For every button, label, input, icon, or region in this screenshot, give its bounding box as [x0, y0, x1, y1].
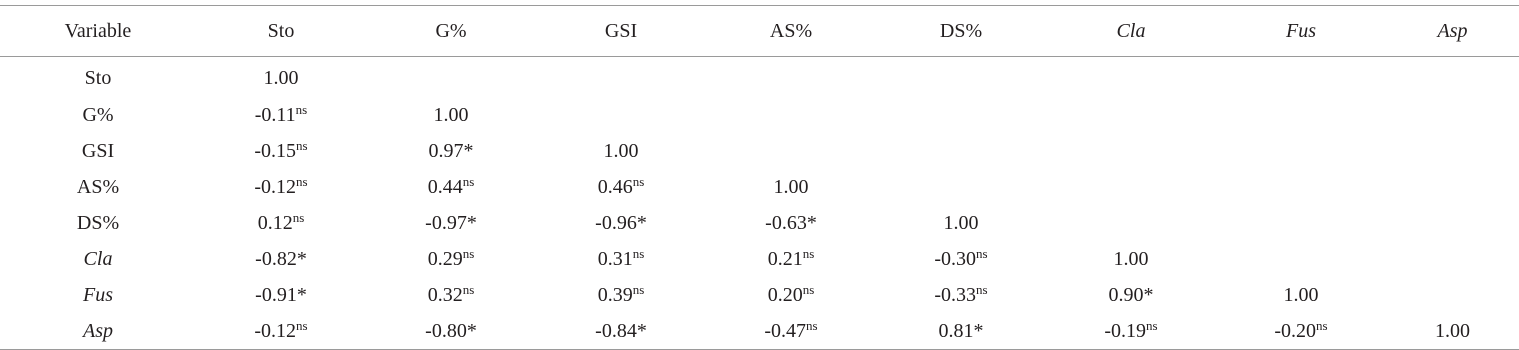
coefficient: 1.00 — [943, 211, 979, 234]
correlation-value — [597, 245, 645, 271]
significance-marker: ns — [295, 101, 308, 117]
correlation-value — [944, 212, 979, 235]
correlation-table — [0, 5, 1519, 350]
correlation-value — [597, 173, 645, 199]
correlation-value — [1284, 284, 1319, 307]
table-cell — [196, 57, 366, 98]
table-cell — [536, 205, 706, 241]
coefficient: 0.31 — [597, 247, 633, 270]
table-cell — [1216, 313, 1386, 350]
coefficient: 0.46 — [597, 175, 633, 198]
coefficient: -0.12 — [254, 175, 297, 198]
correlation-value — [767, 281, 815, 307]
row-label: G% — [82, 103, 114, 126]
row-label: DS% — [76, 211, 120, 234]
table-cell — [196, 169, 366, 205]
coefficient: -0.97* — [425, 211, 477, 234]
table-cell — [196, 313, 366, 350]
table-cell — [1386, 133, 1519, 169]
table-cell — [876, 205, 1046, 241]
significance-marker: ns — [802, 281, 815, 297]
significance-marker: ns — [806, 317, 818, 333]
table-cell — [1216, 277, 1386, 313]
coefficient: 0.39 — [597, 283, 633, 306]
table-cell — [876, 313, 1046, 350]
correlation-value — [604, 140, 639, 163]
table-cell — [1046, 241, 1216, 277]
table-cell — [706, 205, 876, 241]
correlation-value — [1114, 248, 1149, 271]
coefficient: 1.00 — [263, 66, 299, 89]
table-cell — [1386, 57, 1519, 98]
table-cell — [706, 57, 876, 98]
coefficient: 1.00 — [433, 103, 469, 126]
coefficient: -0.96* — [595, 211, 647, 234]
table-cell — [1216, 169, 1386, 205]
significance-marker: ns — [296, 317, 308, 333]
table-row — [0, 57, 1519, 98]
row-label: Asp — [0, 313, 196, 350]
column-header-as-pct: AS% — [706, 6, 876, 57]
correlation-value — [764, 317, 818, 343]
table-cell — [706, 313, 876, 350]
coefficient: -0.80* — [425, 319, 477, 342]
coefficient: -0.33 — [934, 283, 977, 306]
coefficient: -0.84* — [595, 319, 647, 342]
table-cell — [1386, 169, 1519, 205]
table-header — [0, 6, 1519, 57]
table-cell — [876, 277, 1046, 313]
table-cell — [536, 169, 706, 205]
coefficient: 0.20 — [767, 283, 803, 306]
row-label: Fus — [83, 283, 113, 306]
table-cell — [1046, 313, 1216, 350]
table-cell — [1216, 57, 1386, 98]
coefficient: -0.11 — [254, 103, 296, 126]
significance-marker: ns — [296, 173, 308, 189]
table-row — [0, 169, 1519, 205]
table-cell — [706, 277, 876, 313]
table-cell — [876, 97, 1046, 133]
table-row — [0, 241, 1519, 277]
coefficient: 1.00 — [1113, 247, 1149, 270]
table-cell — [366, 57, 536, 98]
table-cell — [1386, 241, 1519, 277]
correlation-value — [765, 212, 817, 235]
correlation-value — [429, 140, 474, 163]
significance-marker: ns — [462, 281, 475, 297]
table-cell — [536, 97, 706, 133]
coefficient: 1.00 — [603, 139, 639, 162]
table-cell — [1046, 57, 1216, 98]
row-label: GSI — [81, 139, 115, 162]
significance-marker: ns — [632, 173, 645, 189]
correlation-value — [1435, 320, 1470, 343]
table-cell — [366, 169, 536, 205]
significance-marker: ns — [976, 245, 988, 261]
significance-marker: ns — [1146, 317, 1158, 333]
coefficient: -0.12 — [254, 319, 297, 342]
table-cell — [196, 241, 366, 277]
significance-marker: ns — [632, 245, 645, 261]
table-cell — [536, 133, 706, 169]
table-cell — [536, 57, 706, 98]
table-cell — [1046, 169, 1216, 205]
header-row — [0, 6, 1519, 57]
column-header-sto: Sto — [196, 6, 366, 57]
correlation-value — [427, 173, 475, 199]
coefficient: -0.91* — [255, 283, 307, 306]
table-cell — [1386, 277, 1519, 313]
table-cell — [366, 241, 536, 277]
table-cell — [1216, 133, 1386, 169]
table-cell — [1386, 205, 1519, 241]
coefficient: 0.29 — [427, 247, 463, 270]
correlation-value — [257, 209, 305, 235]
correlation-value — [264, 67, 299, 90]
correlation-value — [774, 176, 809, 199]
significance-marker: ns — [802, 245, 815, 261]
table-cell — [366, 133, 536, 169]
correlation-value — [427, 245, 475, 271]
table-cell — [1216, 205, 1386, 241]
correlation-value — [595, 212, 647, 235]
table-cell — [536, 241, 706, 277]
coefficient: -0.19 — [1104, 319, 1147, 342]
coefficient: 1.00 — [1283, 283, 1319, 306]
coefficient: 0.90* — [1108, 283, 1154, 306]
correlation-value — [939, 320, 984, 343]
column-header-cla: Cla — [1046, 6, 1216, 57]
table-cell — [196, 97, 366, 133]
correlation-value — [1109, 284, 1154, 307]
coefficient: 1.00 — [773, 175, 809, 198]
coefficient: 0.12 — [257, 211, 293, 234]
table-cell — [1216, 97, 1386, 133]
table-cell — [1046, 97, 1216, 133]
table-row — [0, 277, 1519, 313]
coefficient: 0.44 — [427, 175, 463, 198]
table-cell — [196, 277, 366, 313]
correlation-value — [597, 281, 645, 307]
table-cell — [366, 205, 536, 241]
significance-marker: ns — [632, 281, 645, 297]
correlation-value — [1104, 317, 1158, 343]
table-row — [0, 205, 1519, 241]
coefficient: -0.20 — [1274, 319, 1317, 342]
coefficient: -0.47 — [764, 319, 807, 342]
table-cell — [366, 313, 536, 350]
coefficient: 0.97* — [428, 139, 474, 162]
table-cell — [706, 169, 876, 205]
correlation-value — [254, 317, 308, 343]
significance-marker: ns — [462, 245, 475, 261]
table-cell — [196, 205, 366, 241]
coefficient: -0.30 — [934, 247, 977, 270]
coefficient: 0.32 — [427, 283, 463, 306]
correlation-value — [254, 137, 308, 163]
correlation-value — [595, 320, 647, 343]
table-cell — [1216, 241, 1386, 277]
table-row — [0, 97, 1519, 133]
table-cell — [1386, 97, 1519, 133]
table-cell — [1046, 133, 1216, 169]
table-cell — [366, 277, 536, 313]
coefficient: -0.15 — [254, 139, 297, 162]
significance-marker: ns — [292, 209, 305, 225]
column-header-variable: Variable — [0, 6, 196, 57]
column-header-asp: Asp — [1386, 6, 1519, 57]
table-cell — [876, 241, 1046, 277]
table-cell — [706, 241, 876, 277]
coefficient: 1.00 — [1435, 319, 1470, 342]
table-cell — [1046, 205, 1216, 241]
column-header-g-pct: G% — [366, 6, 536, 57]
correlation-value — [254, 101, 308, 127]
correlation-value — [427, 281, 475, 307]
table-cell — [876, 133, 1046, 169]
table-cell — [706, 133, 876, 169]
correlation-value — [934, 281, 988, 307]
table-body — [0, 57, 1519, 350]
row-label: Cla — [83, 247, 113, 270]
table-cell — [706, 97, 876, 133]
table-cell — [536, 313, 706, 350]
significance-marker: ns — [976, 281, 988, 297]
correlation-value — [425, 212, 477, 235]
coefficient: 0.21 — [767, 247, 803, 270]
correlation-value — [255, 284, 307, 307]
row-label: AS% — [76, 175, 120, 198]
table-row — [0, 133, 1519, 169]
correlation-value — [934, 245, 988, 271]
coefficient: -0.82* — [255, 247, 307, 270]
coefficient: -0.63* — [765, 211, 817, 234]
correlation-value — [254, 173, 308, 199]
correlation-value — [425, 320, 477, 343]
row-label: Sto — [84, 66, 112, 89]
correlation-value — [1274, 317, 1328, 343]
table-cell — [1386, 313, 1519, 350]
coefficient: 0.81* — [938, 319, 984, 342]
table-cell — [876, 57, 1046, 98]
correlation-value — [255, 248, 307, 271]
table-cell — [876, 169, 1046, 205]
correlation-value — [767, 245, 815, 271]
table-cell — [1046, 277, 1216, 313]
table-cell — [196, 133, 366, 169]
column-header-ds-pct: DS% — [876, 6, 1046, 57]
significance-marker: ns — [462, 173, 475, 189]
column-header-gsi: GSI — [536, 6, 706, 57]
correlation-value — [434, 104, 469, 127]
table-cell — [366, 97, 536, 133]
table-cell — [536, 277, 706, 313]
significance-marker: ns — [1316, 317, 1328, 333]
significance-marker: ns — [296, 137, 308, 153]
column-header-fus: Fus — [1216, 6, 1386, 57]
table-row — [0, 313, 1519, 350]
